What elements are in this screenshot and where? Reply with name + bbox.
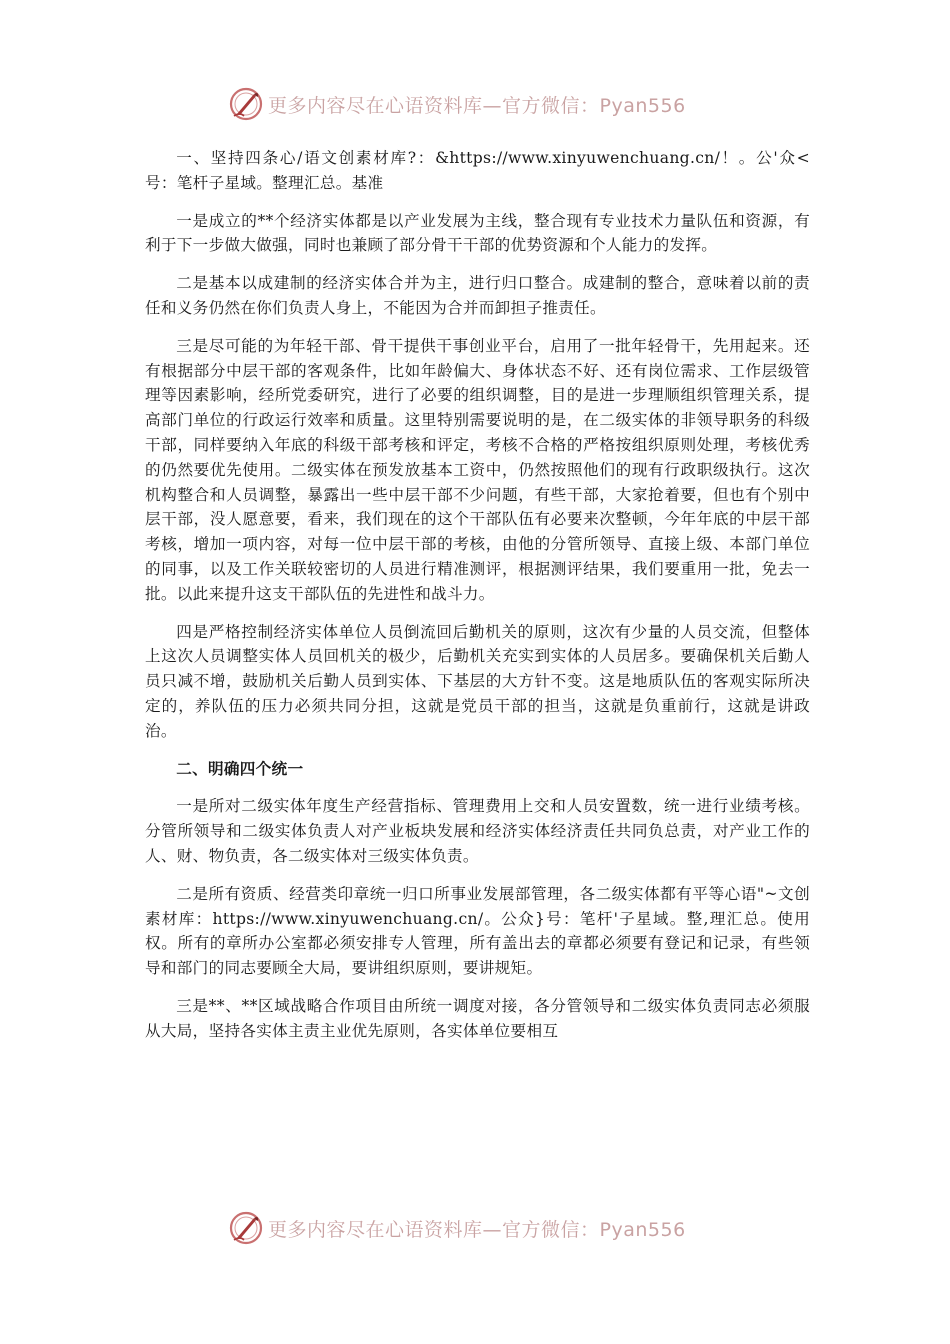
paragraph-7: 二是所有资质、经营类印章统一归口所事业发展部管理，各二级实体都有平等心语"~文创素材库：https://www.xinyuwenchuang.cn/。公众}号：笔杆'子星域。整,理汇总。使用权。所有的章所办公室都必须安排专人管理，所有盖出去的章都必须要有登记和记录，有些领导和部门的同志要顾全大局，要讲组织原则，要讲规矩。 — [145, 884, 810, 978]
banner-dash: — — [482, 94, 503, 117]
banner-main-text: 更多内容尽在心语资料库 — [268, 94, 483, 117]
banner-dash: — — [482, 1218, 503, 1241]
banner-tail-text: 官方微信：Pyan556 — [502, 1218, 686, 1241]
paragraph-4: 三是尽可能的为年轻干部、骨干提供干事创业平台，启用了一批年轻骨干，先用起来。还有根据部分中层干部的客观条件，比如年龄偏大、身体状态不好、还有岗位需求、工作层级管理等因素影响，经所党委研究，进行了必要的组织调整，目的是进一步理顺组织管理关系，提高部门单位的行政运行效率和质量。这里特别需要说明的是，在二级实体的非领导职务的科级干部，同样要纳入年底的科级干部考核和评定，考核不合格的严格按组织原则处理，考核优秀的仍然要优先使用。二级实体在预发放基本工资中，仍然按照他们的现有行政职级执行。这次机构整合和人员调整，暴露出一些中层干部不少问题，有些干部，大家抢着要，但也有个别中层干部，没人愿意要，看来，我们现在的这个干部队伍有必要来次整顿，今年年底的中层干部考核，增加一项内容，对每一位中层干部的考核，由他的分管所领导、直接上级、本部门单位的同事，以及工作关联较密切的人员进行精准测评，根据测评结果，我们要重用一批，免去一批。以此来提升这支干部队伍的先进性和战斗力。 — [145, 336, 810, 603]
quill-logo-icon — [228, 1210, 264, 1246]
banner-main-text: 更多内容尽在心语资料库 — [268, 1218, 483, 1241]
banner-text — [268, 91, 686, 118]
paragraph-5: 四是严格控制经济实体单位人员倒流回后勤机关的原则，这次有少量的人员交流，但整体上这次人员调整实体人员回机关的极少，后勤机关充实到实体的人员居多。要确保机关后勤人员只减不增，鼓励机关后勤人员到实体、下基层的大方针不变。这是地质队伍的客观实际所决定的，养队伍的压力必须共同分担，这就是党员干部的担当，这就是负重前行，这就是讲政治。 — [145, 622, 810, 740]
banner-text — [268, 1215, 686, 1242]
quill-logo-icon — [228, 86, 264, 122]
paragraph-6: 一是所对二级实体年度生产经营指标、管理费用上交和人员安置数，统一进行业绩考核。分管所领导和二级实体负责人对产业板块发展和经济实体经济责任共同负总责，对产业工作的人、财、物负责，各二级实体对三级实体负责。 — [145, 797, 810, 865]
footer-watermark-banner — [228, 1208, 748, 1248]
header-watermark-banner — [228, 84, 748, 124]
paragraph-2: 一是成立的**个经济实体都是以产业发展为主线，整合现有专业技术力量队伍和资源，有利于下一步做大做强，同时也兼顾了部分骨干干部的优势资源和个人能力的发挥。 — [145, 211, 810, 255]
paragraph-1: 一、坚持四条心/语文创素材库?：&https://www.xinyuwenchuang.cn/！。公'众<号：笔杆子星域。整理汇总。基准 — [145, 149, 810, 192]
banner-tail-text: 官方微信：Pyan556 — [502, 94, 686, 117]
paragraph-3: 二是基本以成建制的经济实体合并为主，进行归口整合。成建制的整合，意味着以前的责任和义务仍然在你们负责人身上，不能因为合并而卸担子推责任。 — [145, 274, 810, 317]
document-body — [145, 146, 810, 1057]
paragraph-8: 三是**、**区域战略合作项目由所统一调度对接，各分管领导和二级实体负责同志必须服从大局，坚持各实体主责主业优先原则，各实体单位要相互 — [145, 996, 810, 1040]
section-heading: 二、明确四个统一 — [176, 758, 304, 778]
